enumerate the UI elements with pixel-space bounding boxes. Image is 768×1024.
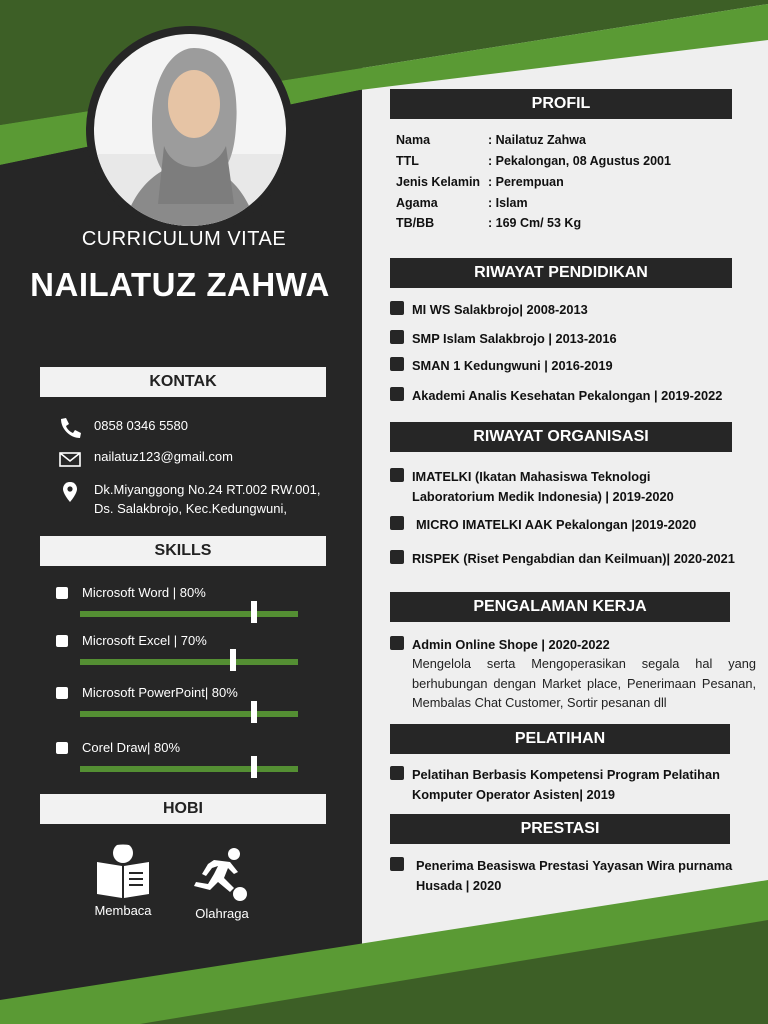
- achievement-heading: PRESTASI: [390, 814, 730, 844]
- skill-bar: [80, 659, 298, 665]
- achievement-text: Husada | 2020: [416, 878, 502, 893]
- profile-photo: [86, 26, 294, 234]
- hobby-label: Membaca: [94, 903, 152, 918]
- education-text: SMP Islam Salakbrojo | 2013-2016: [412, 331, 617, 346]
- profile-heading: PROFIL: [390, 89, 732, 119]
- skill-level-marker: [251, 701, 257, 723]
- training-heading: PELATIHAN: [390, 724, 730, 754]
- bullet-icon: [390, 550, 404, 564]
- profile-value: : Islam: [488, 196, 528, 210]
- location-pin-icon: [58, 481, 82, 503]
- profile-key: Agama: [396, 196, 438, 210]
- skill-label: Corel Draw| 80%: [82, 740, 181, 755]
- profile-value: : Nailatuz Zahwa: [488, 133, 586, 147]
- envelope-icon: [58, 448, 82, 470]
- job-description: Mengelola serta Mengoperasikan segala hal yang berhubungan dengan Market place, Penerimaan Pesanan, Membalas Chat Customer, Sortir pesanan dll: [412, 656, 756, 710]
- reading-icon: [94, 840, 152, 900]
- bullet-icon: [390, 766, 404, 780]
- education-text: SMAN 1 Kedungwuni | 2016-2019: [412, 358, 613, 373]
- skill-bar: [80, 711, 298, 717]
- bullet-icon: [390, 387, 404, 401]
- soccer-icon: [188, 846, 252, 902]
- bullet-icon: [390, 357, 404, 371]
- work-heading: PENGALAMAN KERJA: [390, 592, 730, 622]
- phone-icon: [58, 417, 82, 439]
- education-text: MI WS Salakbrojo| 2008-2013: [412, 302, 588, 317]
- contact-heading: KONTAK: [40, 367, 326, 397]
- person-name: NAILATUZ ZAHWA: [30, 266, 330, 303]
- email-text: nailatuz123@gmail.com: [94, 449, 233, 464]
- bullet-icon: [390, 301, 404, 315]
- profile-value: : Perempuan: [488, 175, 564, 189]
- address-line-1: Dk.Miyanggong No.24 RT.002 RW.001,: [94, 482, 321, 497]
- hobby-label: Olahraga: [195, 906, 249, 921]
- profile-key: Nama: [396, 133, 431, 147]
- skill-level-marker: [230, 649, 236, 671]
- organization-text: Laboratorium Medik Indonesia) | 2019-2020: [412, 489, 674, 504]
- job-title: Admin Online Shope | 2020-2022: [412, 637, 610, 652]
- checkbox-icon: [56, 687, 68, 699]
- organization-heading: RIWAYAT ORGANISASI: [390, 422, 732, 452]
- skill-level-marker: [251, 601, 257, 623]
- profile-value: : 169 Cm/ 53 Kg: [488, 216, 582, 230]
- address-line-2: Ds. Salakbrojo, Kec.Kedungwuni,: [94, 501, 287, 516]
- organization-text: RISPEK (Riset Pengabdian dan Keilmuan)| 2020-2021: [412, 551, 735, 566]
- profile-key: TTL: [396, 154, 419, 168]
- achievement-text: Penerima Beasiswa Prestasi Yayasan Wira purnama: [416, 858, 733, 873]
- profile-key: Jenis Kelamin: [396, 175, 481, 189]
- checkbox-icon: [56, 635, 68, 647]
- skill-bar: [80, 611, 298, 617]
- education-heading: RIWAYAT PENDIDIKAN: [390, 258, 732, 288]
- skill-label: Microsoft Word | 80%: [82, 585, 206, 600]
- training-text: Komputer Operator Asisten| 2019: [412, 787, 615, 802]
- skill-label: Microsoft Excel | 70%: [82, 633, 207, 648]
- profile-key: TB/BB: [396, 216, 435, 230]
- bullet-icon: [390, 857, 404, 871]
- skills-heading: SKILLS: [40, 536, 326, 566]
- organization-text: MICRO IMATELKI AAK Pekalongan |2019-2020: [416, 517, 697, 532]
- hobbies-heading: HOBI: [40, 794, 326, 824]
- training-text: Pelatihan Berbasis Kompetensi Program Pelatihan: [412, 767, 720, 782]
- bullet-icon: [390, 516, 404, 530]
- cv-title: CURRICULUM VITAE: [81, 228, 287, 250]
- checkbox-icon: [56, 742, 68, 754]
- organization-text: IMATELKI (Ikatan Mahasiswa Teknologi: [412, 469, 651, 484]
- phone-text: 0858 0346 5580: [94, 418, 188, 433]
- profile-value: : Pekalongan, 08 Agustus 2001: [488, 154, 671, 168]
- skill-level-marker: [251, 756, 257, 778]
- checkbox-icon: [56, 587, 68, 599]
- bullet-icon: [390, 330, 404, 344]
- bullet-icon: [390, 468, 404, 482]
- education-text: Akademi Analis Kesehatan Pekalongan | 2019-2022: [412, 388, 723, 403]
- skill-label: Microsoft PowerPoint| 80%: [82, 685, 238, 700]
- skill-bar: [80, 766, 298, 772]
- bullet-icon: [390, 636, 404, 650]
